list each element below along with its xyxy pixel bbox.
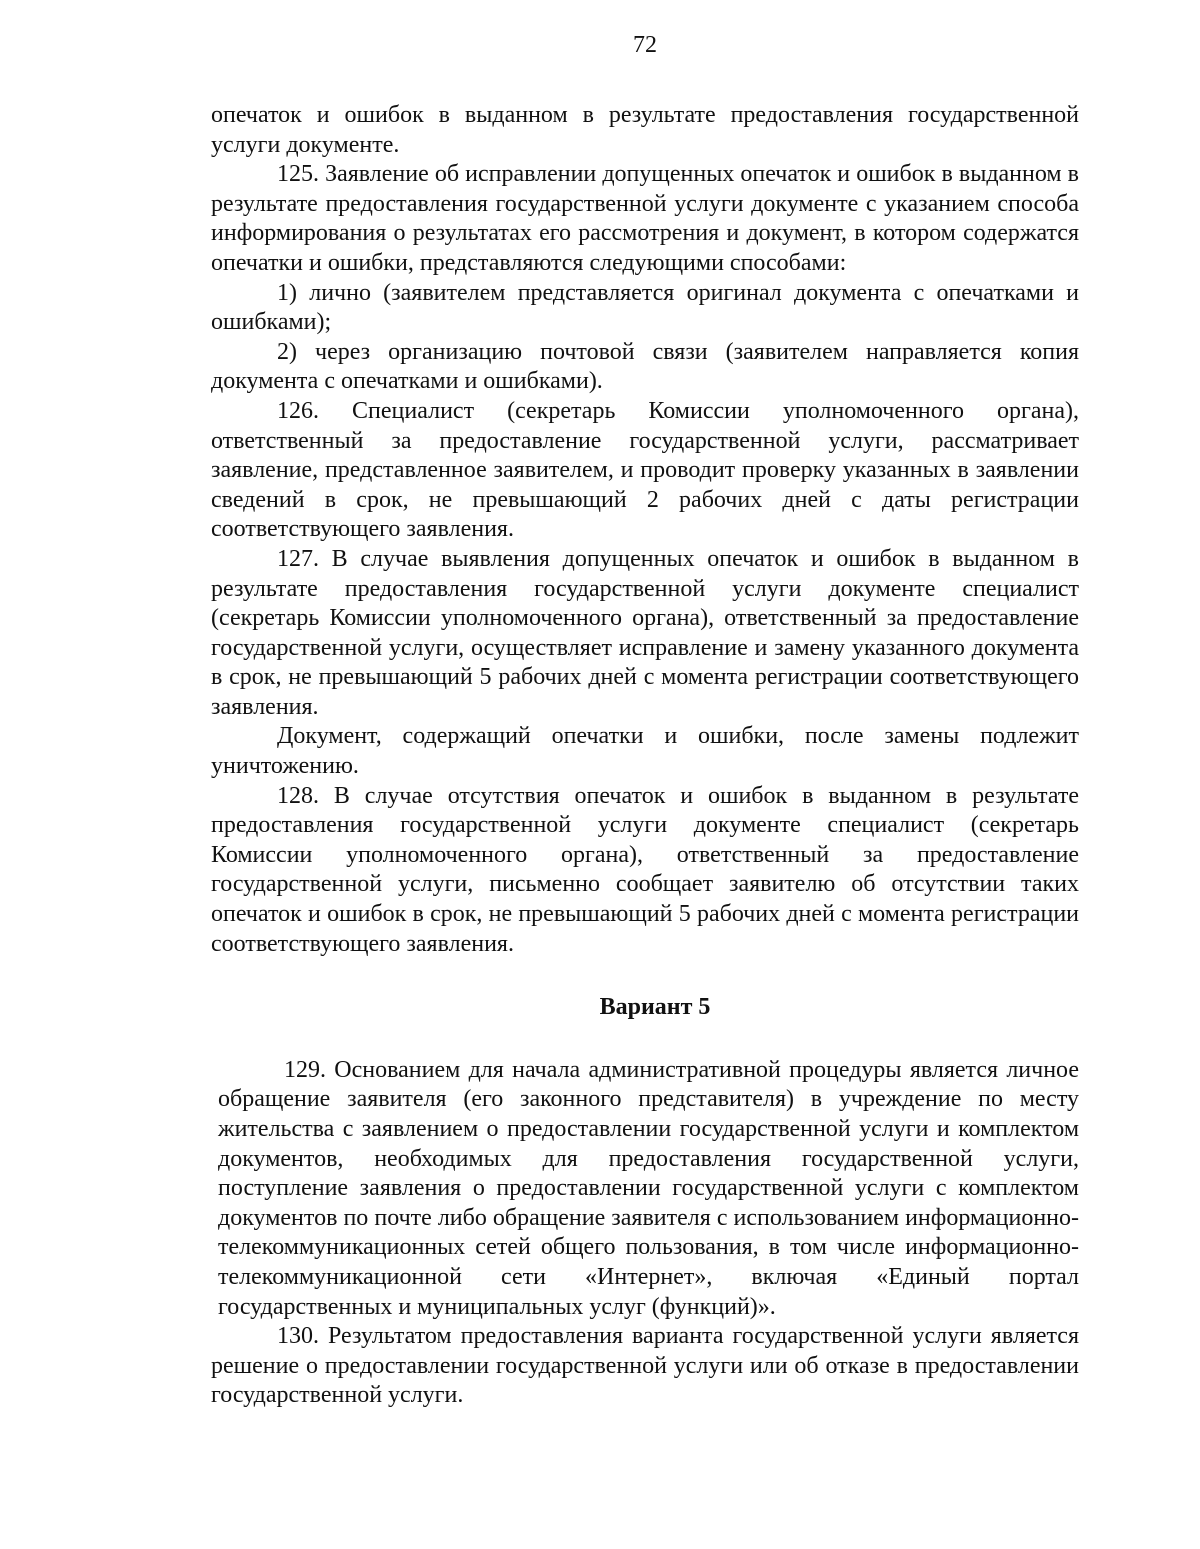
paragraph-125: 125. Заявление об исправлении допущенных опечаток и ошибок в выданном в результате предоставления государственной услуги документе с указанием способа информирования о результатах его рассмотрения и документ, в котором содержатся опечатки и ошибки, представляются следующими способами: (211, 161, 1079, 276)
paragraph-continuation: опечаток и ошибок в выданном в результате предоставления государственной услуги документе. (211, 102, 1079, 158)
section-heading: Вариант 5 (599, 994, 711, 1021)
paragraph-127: 127. В случае выявления допущенных опечаток и ошибок в выданном в результате предоставления государственной услуги документе специалист (секретарь Комиссии уполномоченного органа), ответственный за предоставление государственной услуги, осуществляет исправление и замену указанного документа в срок, не превышающий 5 рабочих дней с момента регистрации соответствующего заявления. (211, 545, 1079, 720)
paragraph-126: 126. Специалист (секретарь Комиссии уполномоченного органа), ответственный за предоставление государственной услуги, рассматривает заявление, представленное заявителем, и проводит проверку указанных в заявлении сведений в срок, не превышающий 2 рабочих дней с даты регистрации соответствующего заявления. (211, 397, 1079, 543)
paragraph-128: 128. В случае отсутствия опечаток и ошибок в выданном в результате предоставления государственной услуги документе специалист (секретарь Комиссии уполномоченного органа), ответственный за предоставление государственной услуги, письменно сообщает заявителю об отсутствии таких опечаток и ошибок в срок, не превышающий 5 рабочих дней с момента регистрации соответствующего заявления. (211, 782, 1079, 957)
document-body (211, 101, 1079, 1411)
list-item-2: 2) через организацию почтовой связи (заявителем направляется копия документа с опечатками и ошибками). (211, 338, 1079, 395)
list-item-1: 1) лично (заявителем представляется оригинал документа с опечатками и ошибками); (211, 279, 1079, 336)
paragraph-129: 129. Основанием для начала административной процедуры является личное обращение заявителя (его законного представителя) в учреждение по месту жительства с заявлением о предоставлении государственной услуги и комплектом документов, необходимых для предоставления государственной услуги, поступление заявления о предоставлении государственной услуги с комплектом документов по почте либо обращение заявителя с использованием информационно-телекоммуникационных сетей общего пользования, в том числе информационно-телекоммуникационной сети «Интернет», включая «Единый портал государственных и муниципальных услуг (функций)». (218, 1056, 1079, 1320)
paragraph-130: 130. Результатом предоставления варианта государственной услуги является решение о предоставлении государственной услуги или об отказе в предоставлении государственной услуги. (211, 1323, 1079, 1409)
paragraph-127-note: Документ, содержащий опечатки и ошибки, после замены подлежит уничтожению. (211, 723, 1079, 780)
variant-5-section (211, 1056, 1079, 1411)
page-number: 72 (633, 32, 657, 58)
